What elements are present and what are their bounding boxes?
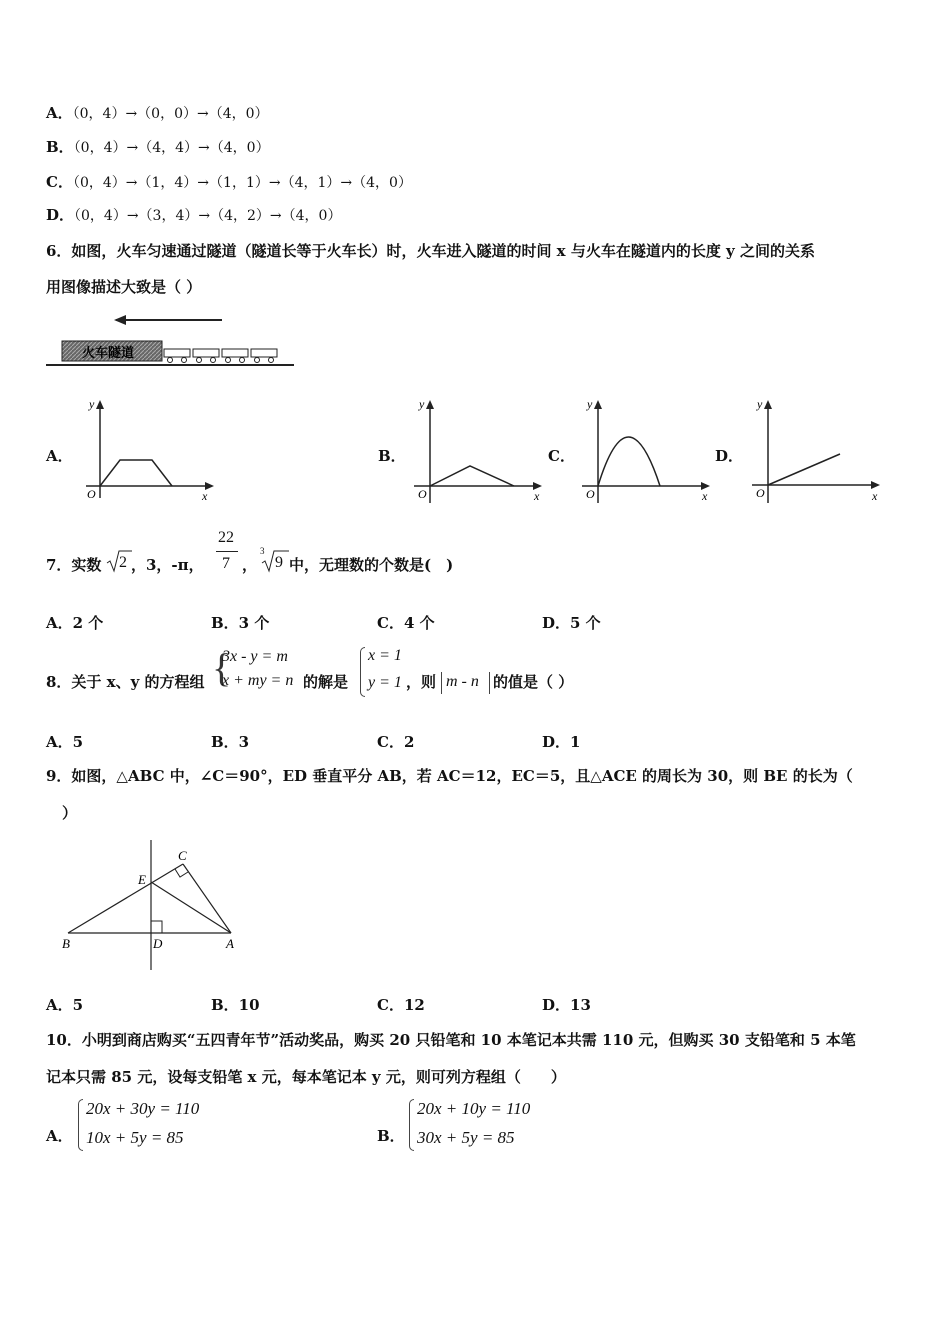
segment-ea (151, 882, 231, 933)
graph-b-curve (430, 466, 514, 486)
svg-text:y: y (89, 398, 95, 411)
q6-graph-b-label: B． (378, 447, 406, 465)
direction-arrow-head (114, 315, 126, 325)
q9-triangle-figure (58, 836, 248, 976)
q8-option-c: C．2 (377, 733, 415, 751)
q8-middle: 的解是 (303, 673, 349, 691)
side-bc (68, 864, 183, 933)
q7-fraction-bar (216, 551, 238, 552)
tunnel-label: 火车隧道 (82, 345, 135, 360)
q8-option-d: D．1 (542, 733, 581, 751)
svg-text:O: O (418, 487, 427, 501)
q10-option-a-eq2: 10x + 5y = 85 (86, 1128, 184, 1147)
q8-equation-system: { 3x - y = m x + my = n (212, 645, 294, 690)
q5-option-d: D．（0，4）→（3，4）→（4，2）→（4，0） (46, 206, 342, 224)
q8-option-b: B．3 (211, 733, 250, 751)
q8-solution-brace (360, 647, 365, 697)
q7-option-a: A．2 个 (46, 614, 104, 632)
train-car (222, 349, 248, 357)
point-e-label: E (138, 872, 146, 887)
right-angle-mark-d (151, 921, 162, 933)
side-ca (183, 864, 231, 933)
q7-prefix: 7．实数 (46, 556, 102, 574)
abs-bar-left (441, 672, 442, 694)
q8-then: ，则 (406, 673, 437, 691)
q5-option-a: A．（0，4）→（0，0）→（4，0） (46, 104, 269, 122)
q9-option-d: D．13 (542, 996, 591, 1014)
point-c-label: C (178, 848, 187, 863)
svg-text:y: y (419, 398, 425, 411)
q6-graph-c (578, 398, 718, 506)
q7-option-d: D．5 个 (542, 614, 601, 632)
svg-text:y: y (757, 398, 763, 411)
q7-cbrt-radicand: 9 (275, 554, 283, 571)
svg-text:y: y (587, 398, 593, 411)
q10-text-line1: 10．小明到商店购买“五四青年节”活动奖品，购买 20 只铅笔和 10 本笔记本共需 110 元，但购买 30 支铅笔和 5 本笔 (46, 1031, 856, 1049)
q7-fraction-numerator: 22 (218, 529, 234, 546)
graph-a-curve (100, 460, 172, 486)
q10-option-b-eq2: 30x + 5y = 85 (417, 1128, 515, 1147)
train-tunnel-figure (44, 310, 299, 372)
q9-text-line1: 9．如图，△ABC 中，∠C＝90°，ED 垂直平分 AB，若 AC＝12，EC＝5，且△ACE 的周长为 30，则 BE 的长为（ (46, 767, 853, 785)
q6-graph-a (80, 398, 220, 506)
svg-text:O: O (756, 486, 765, 500)
q8-prefix: 8．关于 x、y 的方程组 (46, 673, 205, 691)
train-car (193, 349, 219, 357)
q6-graph-b (410, 398, 550, 506)
svg-text:O: O (586, 487, 595, 501)
q7-suffix: 中，无理数的个数是( ) (289, 556, 454, 574)
q8-eq1: 3x - y = m (222, 648, 288, 665)
q7-sqrt2-radicand: 2 (119, 554, 127, 571)
q10-option-b-brace (409, 1099, 414, 1151)
q5-option-c: C．（0，4）→（1，4）→（1，1）→（4，1）→（4，0） (46, 173, 412, 191)
point-b-label: B (62, 936, 70, 951)
q9-text-line2: ） (62, 804, 78, 822)
right-angle-mark-c (175, 869, 188, 877)
svg-text:x: x (202, 489, 208, 503)
q6-graph-d-label: D． (715, 447, 744, 465)
q7-cbrt-index: 3 (260, 546, 265, 556)
q7-option-c: C．4 个 (377, 614, 435, 632)
q10-option-a-label: A． (46, 1127, 73, 1145)
q6-graph-c-label: C． (548, 447, 575, 465)
graph-c-curve (598, 437, 660, 486)
q7-fraction-denominator: 7 (222, 555, 230, 572)
q8-abs-expression: m - n (446, 673, 479, 690)
q10-option-a-brace (78, 1099, 83, 1151)
train-car (164, 349, 190, 357)
q6-graph-d (748, 398, 888, 506)
q9-option-a: A．5 (46, 996, 84, 1014)
q7-option-b: B．3 个 (211, 614, 270, 632)
svg-text:x: x (872, 489, 878, 503)
q10-text-line2: 记本只需 85 元，设每支铅笔 x 元，每本笔记本 y 元，则可列方程组（ ） (46, 1068, 566, 1086)
q6-text-line1: 6．如图，火车匀速通过隧道（隧道长等于火车长）时，火车进入隧道的时间 x 与火车在隧道内的长度 y 之间的关系 (46, 242, 815, 260)
q8-suffix: 的值是（ ） (493, 673, 574, 691)
q8-option-a: A．5 (46, 733, 84, 751)
q7-middle-items: ，3，-π， (131, 556, 204, 574)
graph-d-curve (768, 454, 840, 485)
q8-eq2: x + my = n (222, 672, 294, 689)
train-car (251, 349, 277, 357)
svg-text:x: x (534, 489, 540, 503)
q9-option-c: C．12 (377, 996, 425, 1014)
svg-text:x: x (702, 489, 708, 503)
q6-graph-a-label: A． (46, 447, 73, 465)
point-a-label: A (226, 936, 234, 951)
svg-text:O: O (87, 487, 96, 501)
q9-option-b: B．10 (211, 996, 260, 1014)
q8-solution-x: x = 1 (368, 647, 402, 664)
q8-solution-y: y = 1 (368, 674, 402, 691)
q10-option-b-label: B． (377, 1127, 405, 1145)
q6-text-line2: 用图像描述大致是（ ） (46, 278, 202, 296)
abs-bar-right (489, 672, 490, 694)
q10-option-a-eq1: 20x + 30y = 110 (86, 1099, 200, 1118)
point-d-label: D (153, 936, 163, 951)
q10-option-b-eq1: 20x + 10y = 110 (417, 1099, 531, 1118)
q5-option-b: B．（0，4）→（4，4）→（4，0） (46, 138, 270, 156)
